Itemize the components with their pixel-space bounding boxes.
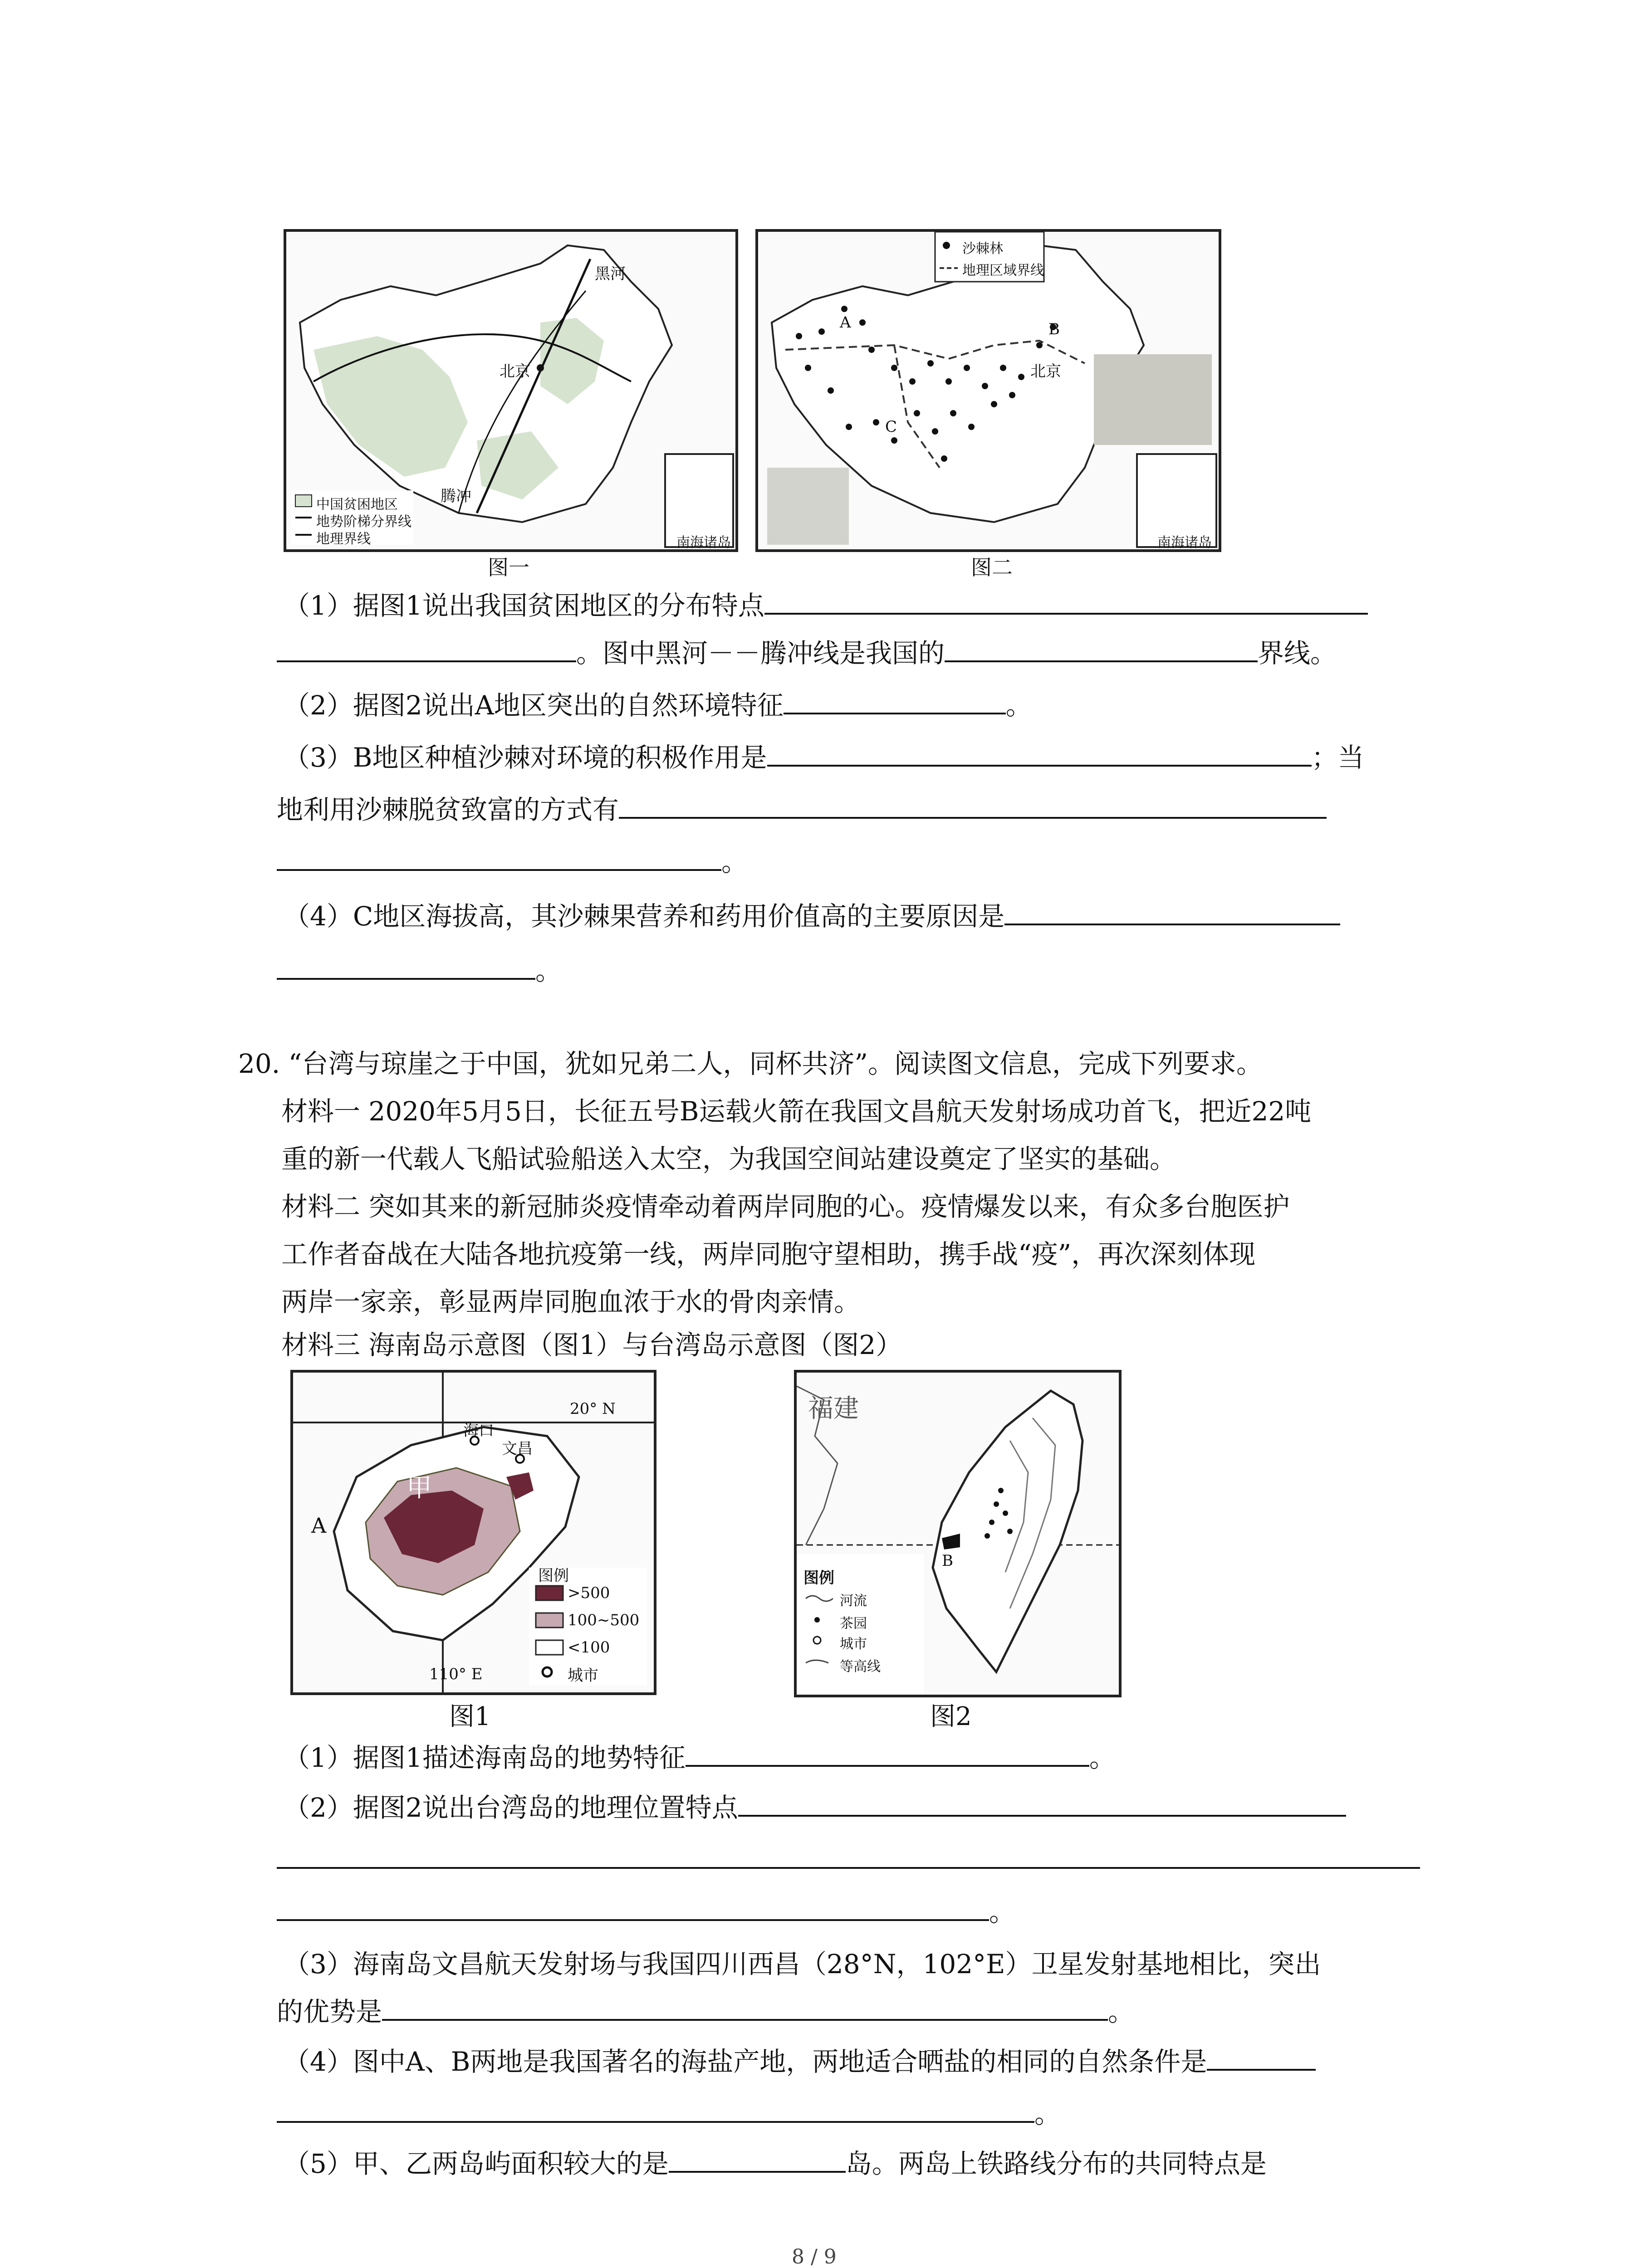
legend-seabuckthorn: 沙棘林: [962, 241, 1003, 257]
answer-blank[interactable]: [382, 1994, 1108, 2021]
answer-blank[interactable]: [1004, 898, 1340, 925]
label-jia-island: 甲: [407, 1473, 432, 1503]
legend-title-hainan: 图例: [538, 1567, 569, 1585]
answer-blank[interactable]: [277, 2096, 1034, 2123]
legend-geo-boundary: 地理界线: [316, 531, 371, 547]
q20-part2-line3: 。: [277, 1894, 1015, 1930]
answer-blank[interactable]: [669, 2146, 846, 2173]
q20-part3-line2: 的优势是 。: [277, 1994, 1134, 2030]
legend-terrain-boundary: 地势阶梯分界线: [316, 514, 411, 530]
q19-part3-line1: （3）B地区种植沙棘对环境的积极作用是 ；当: [284, 739, 1364, 776]
caption-taiwan: 图2: [930, 1702, 972, 1731]
answer-blank[interactable]: [686, 1740, 1089, 1767]
answer-blank[interactable]: [945, 635, 1258, 662]
q20-part4-line1: （4）图中A、B两地是我国著名的海盐产地，两地适合晒盐的相同的自然条件是: [284, 2043, 1316, 2080]
label-region-b: B: [1048, 320, 1060, 338]
label-point-a: A: [311, 1513, 327, 1538]
q19-part4-line2: 。: [277, 953, 562, 989]
seabuckthorn-map-svg: [758, 232, 1219, 549]
legend-river: 河流: [840, 1593, 867, 1609]
q20-material3: 材料三 海南岛示意图（图1）与台湾岛示意图（图2）: [281, 1330, 902, 1360]
label-region-a: A: [840, 313, 851, 332]
legend-contour: 等高线: [840, 1659, 881, 1675]
page-number: 8 / 9: [792, 2245, 837, 2268]
legend-100-500: 100~500: [568, 1611, 640, 1629]
q20-part2-line2: [277, 1842, 1420, 1878]
answer-blank[interactable]: [277, 844, 721, 871]
q19-part1-line1: （1）据图1说出我国贫困地区的分布特点: [284, 587, 1368, 624]
q19-part2: （2）据图2说出A地区突出的自然环境特征 。: [284, 687, 1032, 723]
legend-region-boundary: 地理区域界线: [962, 263, 1044, 279]
answer-blank[interactable]: [1207, 2043, 1316, 2071]
label-lat-20n: 20° N: [570, 1400, 616, 1418]
label-lon-110e: 110° E: [429, 1665, 483, 1683]
legend-title-taiwan: 图例: [803, 1569, 834, 1587]
legend-lt100: <100: [568, 1638, 610, 1657]
label-wenchang: 文昌: [502, 1440, 533, 1458]
q20-intro: 20. “台湾与琼崖之于中国，犹如兄弟二人，同杯共济”。阅读图文信息，完成下列要求。: [238, 1048, 1263, 1079]
answer-blank[interactable]: [738, 1789, 1346, 1817]
caption-figure-one: 图一: [488, 555, 529, 580]
label-fujian: 福建: [808, 1394, 859, 1423]
caption-figure-two: 图二: [971, 555, 1013, 580]
q19-part1-line2: 。图中黑河－－腾冲线是我国的 界线。: [277, 635, 1337, 671]
label-heihe: 黑河: [595, 265, 626, 283]
q20-part5: （5）甲、乙两岛屿面积较大的是 岛。两岛上铁路线分布的共同特点是: [284, 2146, 1267, 2182]
q20-part4-line2: 。: [277, 2096, 1061, 2132]
q20-material2-line3: 两岸一家亲，彰显两岸同胞血浓于水的骨肉亲情。: [281, 1286, 861, 1317]
legend-city-taiwan: 城市: [840, 1636, 867, 1652]
q20-part2-line1: （2）据图2说出台湾岛的地理位置特点: [284, 1789, 1346, 1826]
figure-two-seabuckthorn-map: [755, 229, 1221, 552]
hainan-island-map: [290, 1370, 656, 1695]
q20-material1-line1: 材料一 2020年5月5日，长征五号B运载火箭在我国文昌航天发射场成功首飞，把近22吨: [281, 1096, 1312, 1127]
label-inset-sea: 南海诸岛: [676, 535, 731, 551]
q20-material2-line1: 材料二 突如其来的新冠肺炎疫情牵动着两岸同胞的心。疫情爆发以来，有众多台胞医护: [281, 1191, 1290, 1222]
q19-part3-line3: 。: [277, 844, 748, 880]
legend-poverty: 中国贫困地区: [316, 497, 398, 513]
answer-blank[interactable]: [784, 687, 1006, 714]
label-inset-sea-2: 南海诸岛: [1157, 535, 1212, 551]
answer-blank[interactable]: [277, 1842, 1420, 1869]
q20-part1: （1）据图1描述海南岛的地势特征 。: [284, 1740, 1116, 1776]
answer-blank[interactable]: [277, 635, 576, 662]
answer-blank[interactable]: [277, 953, 535, 980]
label-tengchong: 腾冲: [441, 487, 471, 505]
label-beijing: 北京: [500, 362, 530, 381]
answer-blank[interactable]: [764, 587, 1368, 615]
label-point-b: B: [942, 1552, 953, 1570]
legend-city: 城市: [568, 1667, 598, 1685]
legend-tea-garden: 茶园: [840, 1616, 867, 1632]
caption-hainan: 图1: [449, 1702, 491, 1731]
answer-blank[interactable]: [277, 1894, 989, 1921]
label-region-c: C: [885, 418, 897, 436]
q20-material2-line2: 工作者奋战在大陆各地抗疫第一线，两岸同胞守望相助，携手战“疫”，再次深刻体现: [281, 1239, 1256, 1270]
label-haikou: 海口: [463, 1422, 494, 1440]
figure-one-poverty-map: [284, 229, 738, 552]
answer-blank[interactable]: [767, 739, 1312, 767]
beijing-dot-icon: [537, 364, 544, 371]
q19-part3-line2: 地利用沙棘脱贫致富的方式有: [277, 792, 1327, 828]
q20-part3-line1: （3）海南岛文昌航天发射场与我国四川西昌（28°N，102°E）卫星发射基地相比，突出: [284, 1949, 1321, 1980]
q20-material1-line2: 重的新一代载人飞船试验船送入太空，为我国空间站建设奠定了坚实的基础。: [281, 1144, 1176, 1174]
answer-blank[interactable]: [619, 792, 1327, 819]
taiwan-island-map: [794, 1370, 1122, 1697]
q19-part4-line1: （4）C地区海拔高，其沙棘果营养和药用价值高的主要原因是: [284, 898, 1340, 934]
legend-gt500: >500: [568, 1584, 610, 1602]
label-beijing-2: 北京: [1030, 362, 1061, 381]
